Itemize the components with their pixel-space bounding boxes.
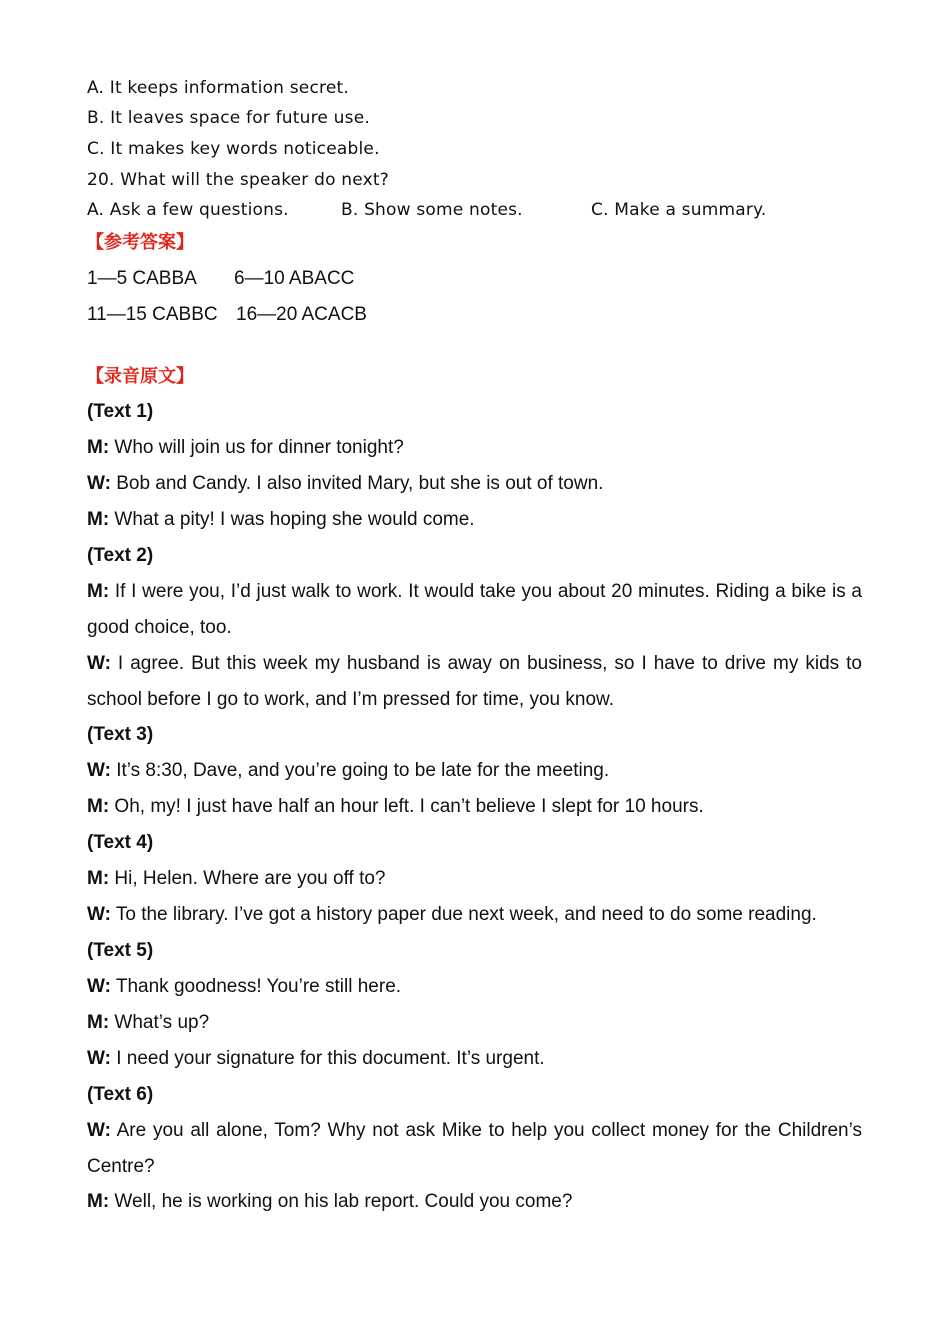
dialogue: Hi, Helen. Where are you off to?	[109, 868, 386, 889]
text4-label: (Text 4)	[87, 832, 154, 853]
dialogue: Well, he is working on his lab report. Could you come?	[109, 1191, 573, 1212]
speaker: M:	[87, 796, 110, 817]
text6-line1-cont: Centre?	[87, 1156, 155, 1177]
text5-label: (Text 5)	[87, 940, 154, 961]
text1-line1	[87, 436, 862, 460]
text5-line1	[87, 975, 862, 999]
speaker: M:	[87, 581, 110, 602]
text2-line2	[87, 652, 862, 676]
text5-line2	[87, 1011, 862, 1035]
answers-11-15: 11—15 CABBC	[87, 304, 218, 325]
answers-heading: 【参考答案】	[86, 232, 194, 253]
answers-16-20: 16—20 ACACB	[236, 304, 367, 325]
q19-option-c: C. It makes key words noticeable.	[87, 139, 380, 159]
speaker: M:	[87, 868, 110, 889]
speaker: W:	[87, 760, 111, 781]
q20-question: 20. What will the speaker do next?	[87, 170, 389, 190]
q19-option-b: B. It leaves space for future use.	[87, 108, 370, 128]
text2-line2-cont: school before I go to work, and I’m pressed for time, you know.	[87, 689, 614, 710]
text6-label: (Text 6)	[87, 1084, 154, 1105]
speaker: W:	[87, 473, 111, 494]
text1-line3	[87, 508, 862, 532]
dialogue: Thank goodness! You’re still here.	[110, 976, 402, 997]
answers-1-5: 1—5 CABBA	[87, 268, 197, 289]
dialogue: If I were you, I’d just walk to work. It would take you about 20 minutes. Riding a bike is a	[109, 581, 862, 602]
text3-line1	[87, 759, 862, 783]
speaker: W:	[87, 904, 111, 925]
q20-option-c: C. Make a summary.	[591, 200, 767, 220]
speaker: M:	[87, 437, 110, 458]
text1-label: (Text 1)	[87, 401, 154, 422]
dialogue: I agree. But this week my husband is away on business, so I have to drive my kids to	[110, 653, 862, 674]
dialogue: Who will join us for dinner tonight?	[109, 437, 404, 458]
text3-line2	[87, 795, 862, 819]
text2-line1-cont: good choice, too.	[87, 617, 232, 638]
dialogue: Oh, my! I just have half an hour left. I can’t believe I slept for 10 hours.	[109, 796, 704, 817]
dialogue: I need your signature for this document. It’s urgent.	[110, 1048, 545, 1069]
text6-line2	[87, 1190, 862, 1214]
speaker: W:	[87, 1120, 111, 1141]
speaker: M:	[87, 509, 110, 530]
text6-line1	[87, 1119, 862, 1143]
text4-line2	[87, 903, 862, 927]
dialogue: What’s up?	[109, 1012, 210, 1033]
text4-line1	[87, 867, 862, 891]
dialogue: Bob and Candy. I also invited Mary, but she is out of town.	[110, 473, 604, 494]
text3-label: (Text 3)	[87, 724, 154, 745]
dialogue: To the library. I’ve got a history paper due next week, and need to do some reading.	[110, 904, 817, 925]
speaker: W:	[87, 1048, 111, 1069]
q20-option-b: B. Show some notes.	[341, 200, 523, 220]
speaker: W:	[87, 653, 111, 674]
speaker: W:	[87, 976, 111, 997]
text2-line1	[87, 580, 862, 604]
speaker: M:	[87, 1191, 110, 1212]
q20-option-a: A. Ask a few questions.	[87, 200, 289, 220]
text1-line2	[87, 472, 862, 496]
dialogue: Are you all alone, Tom? Why not ask Mike to help you collect money for the Children’s	[110, 1120, 862, 1141]
text5-line3	[87, 1047, 862, 1071]
dialogue: What a pity! I was hoping she would come.	[109, 509, 475, 530]
dialogue: It’s 8:30, Dave, and you’re going to be late for the meeting.	[110, 760, 610, 781]
answers-6-10: 6—10 ABACC	[234, 268, 355, 289]
transcript-heading: 【录音原文】	[86, 366, 194, 387]
speaker: M:	[87, 1012, 110, 1033]
q19-option-a: A. It keeps information secret.	[87, 78, 349, 98]
text2-label: (Text 2)	[87, 545, 154, 566]
